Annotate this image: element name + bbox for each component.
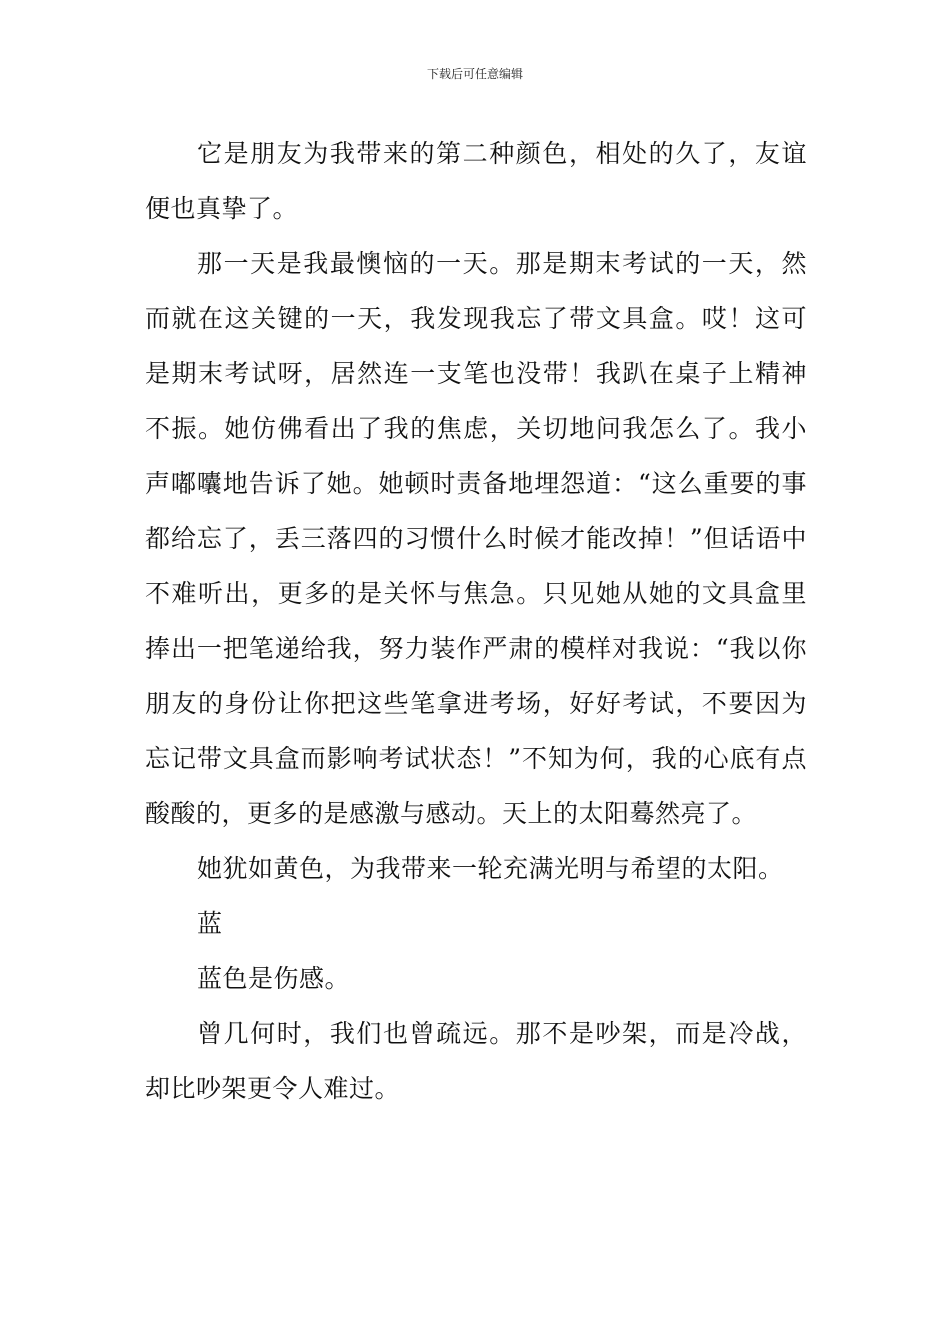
document-body [145,126,807,1116]
paragraph: 蓝色是伤感。 [197,964,351,993]
paragraph: 曾几何时，我们也曾疏远。那不是吵架，而是冷战，却比吵架更令人难过。 [145,1019,807,1103]
paragraph: 它是朋友为我带来的第二种颜色，相处的久了，友谊便也真挚了。 [145,139,807,223]
paragraph: 那一天是我最懊恼的一天。那是期末考试的一天，然而就在这关键的一天，我发现我忘了带文具盒。哎！这可是期末考试呀，居然连一支笔也没带！我趴在桌子上精神不振。她仿佛看出了我的焦虑，关切地问我怎么了。我小声嘟囔地告诉了她。她顿时责备地埋怨道：“这么重要的事都给忘了，丢三落四的习惯什么时候才能改掉！”但话语中不难听出，更多的是关怀与焦急。只见她从她的文具盒里捧出一把笔递给我，努力装作严肃的模样对我说：“我以你朋友的身份让你把这些笔拿进考场，好好考试，不要因为忘记带文具盒而影响考试状态！”不知为何，我的心底有点酸酸的，更多的是感激与感动。天上的太阳蓦然亮了。 [145,249,807,828]
section-heading: 蓝 [197,909,223,938]
paragraph: 她犹如黄色，为我带来一轮充满光明与希望的太阳。 [197,854,784,883]
page-header: 下载后可任意编辑 [426,67,523,81]
